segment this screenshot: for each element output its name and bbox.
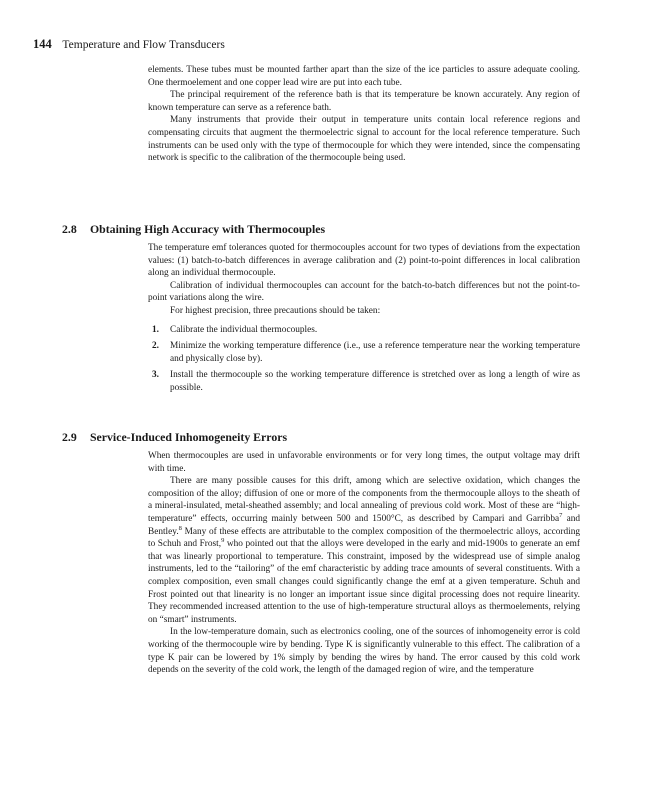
list-number: 1.	[152, 324, 159, 335]
paragraph: When thermocouples are used in unfavorable environments or for very long times, the output voltage may drift with time.	[148, 451, 580, 474]
list-text: Calibrate the individual thermocouples.	[170, 324, 318, 335]
list-item	[152, 324, 580, 337]
list-text: Install the thermocouple so the working temperature difference is stretched over as long a length of wire as possible.	[170, 370, 580, 393]
section-2-8-body	[148, 242, 580, 399]
section-number: 2.9	[62, 430, 77, 444]
section-number: 2.8	[62, 222, 77, 236]
running-header	[33, 37, 225, 52]
text-run: and Bentley.	[148, 513, 580, 537]
text-run: who pointed out that the alloys were developed in the early and mid-1900s to generate an emf that was linearly proportional to temperature. This constraint, imposed by the widespread use of simple analog instruments, led to the “tailoring” of the emf characteristic by adding trace amounts of several constituents. With a complex composition, even small changes could significantly change the emf at a given temperature. Schuh and Frost pointed out that linearity is no longer an important issue since digital processing does not require linearity. They recommended increased attention to the use of high-temperature structural alloys as thermoelements, relying on “smart” instruments.	[148, 539, 580, 625]
list-number: 2.	[152, 341, 159, 352]
paragraph: Many instruments that provide their output in temperature units contain local reference regions and compensating circuits that augment the thermoelectric signal to account for the local reference temperature. Such instruments can be used only with the type of thermocouple for which they were intended, since the compensating network is specific to the calibration of the thermocouple being used.	[148, 115, 580, 164]
precautions-list	[148, 324, 580, 395]
continuation-block	[148, 64, 580, 165]
paragraph: For highest precision, three precautions should be taken:	[170, 305, 381, 316]
text-run: Many of these effects are attributable to the complex composition of the thermoelectric alloys, according to Schuh and Frost,	[148, 526, 580, 550]
reference-mark: 7	[559, 511, 563, 519]
paragraph: The temperature emf tolerances quoted for thermocouples account for two types of deviations from the expectation values: (1) batch-to-batch differences in average calibration and (2) point-to-point differences in local calibration along an individual thermocouple.	[148, 243, 580, 279]
list-item	[152, 369, 580, 394]
paragraph: elements. These tubes must be mounted farther apart than the size of the ice particles to assure adequate cooling. One thermoelement and one copper lead wire are put into each tube.	[148, 65, 580, 88]
section-title: Obtaining High Accuracy with Thermocouples	[90, 222, 326, 236]
paragraph: Calibration of individual thermocouples can account for the batch-to-batch differences but not the point-to-point variations along the wire.	[148, 280, 580, 304]
list-number: 3.	[152, 370, 159, 381]
paragraph	[148, 475, 580, 626]
section-heading-2-8	[62, 222, 325, 237]
section-heading-2-9	[62, 430, 287, 445]
paragraph: In the low-temperature domain, such as electronics cooling, one of the sources of inhomogeneity error is cold working of the thermocouple wire by bending. Type K is significantly vulnerable to this effect. The calibration of a type K pair can be lowered by 1% simply by bending the wires by hand. The error caused by this cold work depends on the severity of the cold work, the length of the damaged region of wire, and the temperature	[148, 627, 580, 676]
list-text: Minimize the working temperature difference (i.e., use a reference temperature near the working temperature and physically close by).	[170, 341, 580, 364]
paragraph: The principal requirement of the reference bath is that its temperature be known accurately. Any region of known temperature can serve as a reference bath.	[148, 90, 580, 113]
text-run: There are many possible causes for this drift, among which are selective oxidation, which changes the composition of the alloy; diffusion of one or more of the components from the thermocouple alloys to the sheath of a mineral-insulated, metal-sheathed assembly; and local annealing of previous cold work. Most of these are “high-temperature” effects, occurring mainly between 500 and 1500°C, as described by Campari and Garribba	[148, 476, 580, 524]
section-title: Service-Induced Inhomogeneity Errors	[90, 430, 288, 444]
list-item	[152, 340, 580, 365]
page-number: 144	[33, 37, 52, 51]
reference-mark: 8	[178, 524, 182, 532]
reference-mark: 9	[221, 537, 225, 545]
section-2-9-body	[148, 450, 580, 677]
running-title: Temperature and Flow Transducers	[62, 39, 225, 51]
